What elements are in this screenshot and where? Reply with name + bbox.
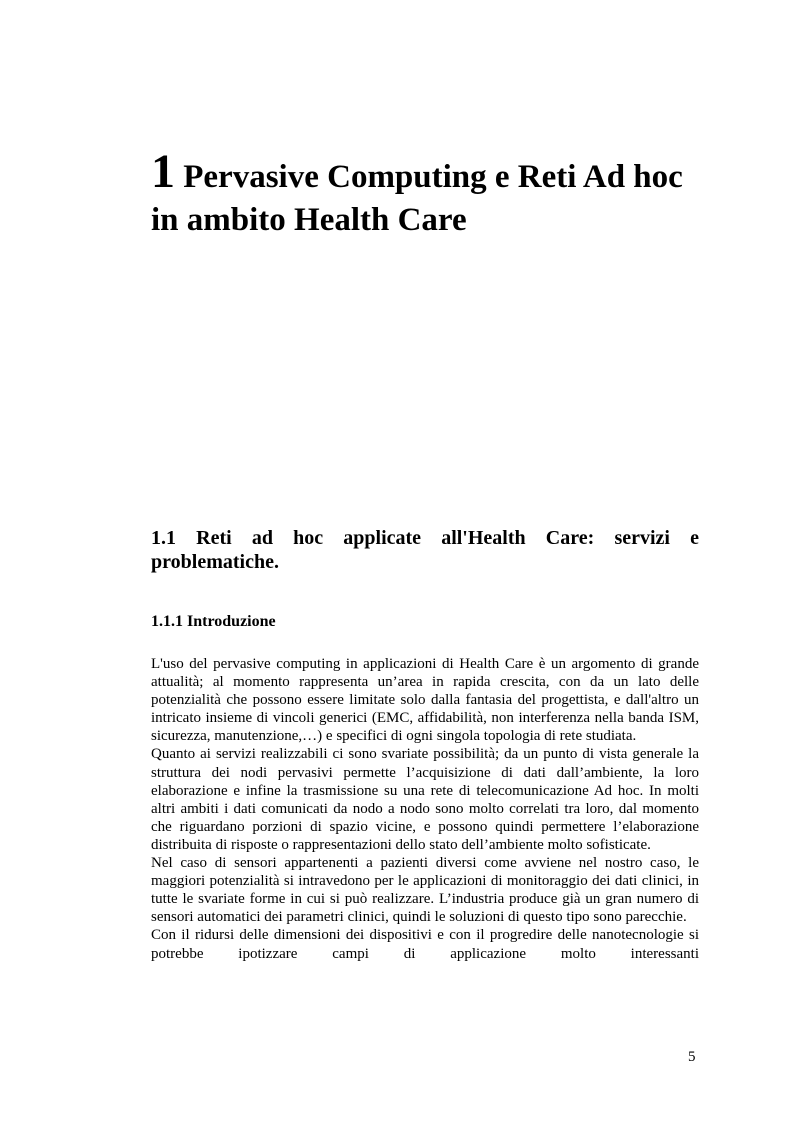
page-number: 5 [688, 1049, 696, 1065]
chapter-title [151, 145, 699, 242]
paragraph-1: L'uso del pervasive computing in applicazioni di Health Care è un argomento di grande attualità; al momento rappresenta un’area in rapida crescita, con da un lato delle potenzialità che possono essere limitate solo dalla fantasia del progettista, e dall'altro un intricato insieme di vincoli generici (EMC, affidabilità, non interferenza nella banda ISM, sicurezza, manutenzione,…) e specifici di ogni singola topologia di rete studiata. [151, 656, 699, 745]
section-title: 1.1 Reti ad hoc applicate all'Health Care: servizi e problematiche. [151, 527, 699, 573]
chapter-title-text: Pervasive Computing e Reti Ad hoc in ambito Health Care [151, 159, 683, 238]
paragraph-4: Con il ridursi delle dimensioni dei dispositivi e con il progredire delle nanotecnologie si potrebbe ipotizzare campi di applicazione molto interessanti [151, 927, 699, 962]
chapter-number: 1 [151, 145, 175, 198]
subsection-title: 1.1.1 Introduzione [151, 613, 276, 630]
body-text [151, 655, 699, 963]
paragraph-3: Nel caso di sensori appartenenti a pazienti diversi come avviene nel nostro caso, le maggiori potenzialità si intravedono per le applicazioni di monitoraggio dei dati clinici, in tutte le svariate forme in cui si può realizzare. L’industria produce già un gran numero di sensori automatici dei parametri clinici, quindi le soluzioni di questo tipo sono parecchie. [151, 855, 699, 926]
paragraph-2: Quanto ai servizi realizzabili ci sono svariate possibilità; da un punto di vista generale la struttura dei nodi pervasivi permette l’acquisizione di dati dall’ambiente, la loro elaborazione e infine la trasmissione su una rete di telecomunicazione Ad hoc. In molti altri ambiti i dati comunicati da nodo a nodo sono molto correlati tra loro, dal momento che riguardano porzioni di spazio vicine, e possono quindi permettere l’elaborazione distribuita di risposte o rappresentazioni dello stato dell’ambiente molto sofisticate. [151, 746, 699, 853]
